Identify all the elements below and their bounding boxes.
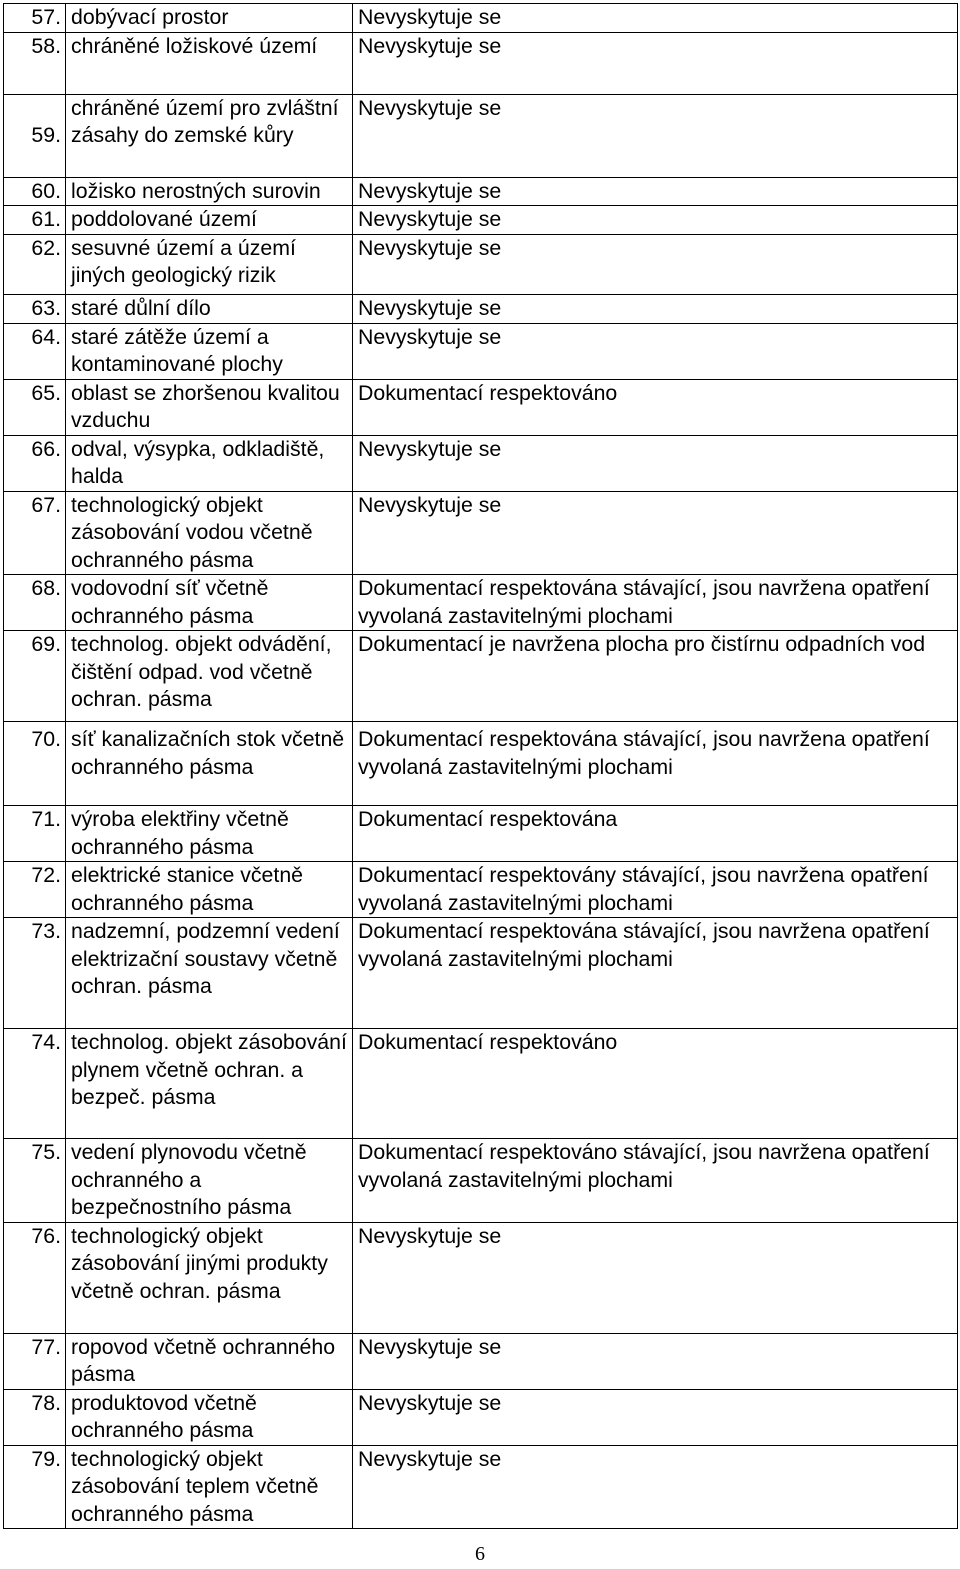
row-number: 75.: [4, 1139, 66, 1223]
limit-name: elektrické stanice včetně ochranného pásma: [66, 862, 353, 918]
limit-status: Nevyskytuje se: [353, 94, 958, 177]
table-row: [4, 177, 958, 206]
limit-status: Dokumentací respektována: [353, 806, 958, 862]
table-row: [4, 435, 958, 491]
row-number: 66.: [4, 435, 66, 491]
row-number: 65.: [4, 379, 66, 435]
table-row: [4, 491, 958, 575]
row-number: 77.: [4, 1333, 66, 1389]
limit-status: Nevyskytuje se: [353, 1333, 958, 1389]
table-row: [4, 806, 958, 862]
limit-status: Nevyskytuje se: [353, 435, 958, 491]
limit-status: Nevyskytuje se: [353, 206, 958, 235]
table-row: [4, 1139, 958, 1223]
limit-name: vodovodní síť včetně ochranného pásma: [66, 575, 353, 631]
limit-name: chráněné území pro zvláštní zásahy do zemské kůry: [66, 94, 353, 177]
limit-status: Nevyskytuje se: [353, 177, 958, 206]
row-number: 71.: [4, 806, 66, 862]
row-number: 64.: [4, 323, 66, 379]
row-number: 78.: [4, 1389, 66, 1445]
row-number: 63.: [4, 294, 66, 323]
table-row: [4, 722, 958, 806]
limit-name: dobývací prostor: [66, 4, 353, 33]
limit-name: staré důlní dílo: [66, 294, 353, 323]
row-number: 59.: [4, 94, 66, 177]
row-number: 79.: [4, 1445, 66, 1529]
limit-status: Nevyskytuje se: [353, 491, 958, 575]
limit-name: technologický objekt zásobování jinými produkty včetně ochran. pásma: [66, 1222, 353, 1333]
limit-name: vedení plynovodu včetně ochranného a bezpečnostního pásma: [66, 1139, 353, 1223]
limit-name: ložisko nerostných surovin: [66, 177, 353, 206]
table-row: [4, 1445, 958, 1529]
limit-name: technolog. objekt odvádění, čištění odpad. vod včetně ochran. pásma: [66, 631, 353, 722]
table-row: [4, 1222, 958, 1333]
table-row: [4, 294, 958, 323]
limit-name: technologický objekt zásobování vodou včetně ochranného pásma: [66, 491, 353, 575]
table-row: [4, 234, 958, 294]
limit-name: odval, výsypka, odkladiště, halda: [66, 435, 353, 491]
row-number: 74.: [4, 1029, 66, 1139]
limit-name: ropovod včetně ochranného pásma: [66, 1333, 353, 1389]
limit-status: Dokumentací je navržena plocha pro čistírnu odpadních vod: [353, 631, 958, 722]
table-row: [4, 575, 958, 631]
limit-status: Dokumentací respektovány stávající, jsou navržena opatření vyvolaná zastavitelnými plochami: [353, 862, 958, 918]
limit-status: Dokumentací respektována stávající, jsou navržena opatření vyvolaná zastavitelnými plochami: [353, 575, 958, 631]
limit-name: oblast se zhoršenou kvalitou vzduchu: [66, 379, 353, 435]
table-row: [4, 323, 958, 379]
row-number: 58.: [4, 32, 66, 94]
row-number: 72.: [4, 862, 66, 918]
row-number: 60.: [4, 177, 66, 206]
row-number: 76.: [4, 1222, 66, 1333]
limit-name: nadzemní, podzemní vedení elektrizační soustavy včetně ochran. pásma: [66, 918, 353, 1029]
table-row: [4, 918, 958, 1029]
table-row: [4, 1389, 958, 1445]
limit-status: Dokumentací respektována stávající, jsou navržena opatření vyvolaná zastavitelnými plochami: [353, 918, 958, 1029]
limit-name: technologický objekt zásobování teplem včetně ochranného pásma: [66, 1445, 353, 1529]
limit-name: staré zátěže území a kontaminované plochy: [66, 323, 353, 379]
limit-status: Dokumentací respektováno: [353, 379, 958, 435]
limit-status: Nevyskytuje se: [353, 294, 958, 323]
row-number: 69.: [4, 631, 66, 722]
limit-name: produktovod včetně ochranného pásma: [66, 1389, 353, 1445]
limit-status: Nevyskytuje se: [353, 234, 958, 294]
limit-status: Nevyskytuje se: [353, 1222, 958, 1333]
table-row: [4, 1029, 958, 1139]
limit-name: síť kanalizačních stok včetně ochranného pásma: [66, 722, 353, 806]
row-number: 67.: [4, 491, 66, 575]
table-row: [4, 1333, 958, 1389]
row-number: 61.: [4, 206, 66, 235]
page-number: 6: [475, 1543, 485, 1565]
table-row: [4, 862, 958, 918]
table-row: [4, 32, 958, 94]
table-row: [4, 94, 958, 177]
table-row: [4, 206, 958, 235]
limit-status: Dokumentací respektováno stávající, jsou navržena opatření vyvolaná zastavitelnými plochami: [353, 1139, 958, 1223]
row-number: 62.: [4, 234, 66, 294]
row-number: 73.: [4, 918, 66, 1029]
row-number: 70.: [4, 722, 66, 806]
limit-status: Nevyskytuje se: [353, 323, 958, 379]
limits-table: [3, 3, 958, 1529]
limit-name: technolog. objekt zásobování plynem včetně ochran. a bezpeč. pásma: [66, 1029, 353, 1139]
row-number: 57.: [4, 4, 66, 33]
table-row: [4, 631, 958, 722]
limit-name: poddolované území: [66, 206, 353, 235]
limit-name: sesuvné území a území jiných geologický rizik: [66, 234, 353, 294]
limit-name: chráněné ložiskové území: [66, 32, 353, 94]
limit-status: Nevyskytuje se: [353, 4, 958, 33]
limit-status: Nevyskytuje se: [353, 1389, 958, 1445]
table-row: [4, 379, 958, 435]
limit-status: Nevyskytuje se: [353, 32, 958, 94]
limit-status: Dokumentací respektováno: [353, 1029, 958, 1139]
limit-name: výroba elektřiny včetně ochranného pásma: [66, 806, 353, 862]
table-row: [4, 4, 958, 33]
limit-status: Dokumentací respektována stávající, jsou navržena opatření vyvolaná zastavitelnými plochami: [353, 722, 958, 806]
row-number: 68.: [4, 575, 66, 631]
limit-status: Nevyskytuje se: [353, 1445, 958, 1529]
